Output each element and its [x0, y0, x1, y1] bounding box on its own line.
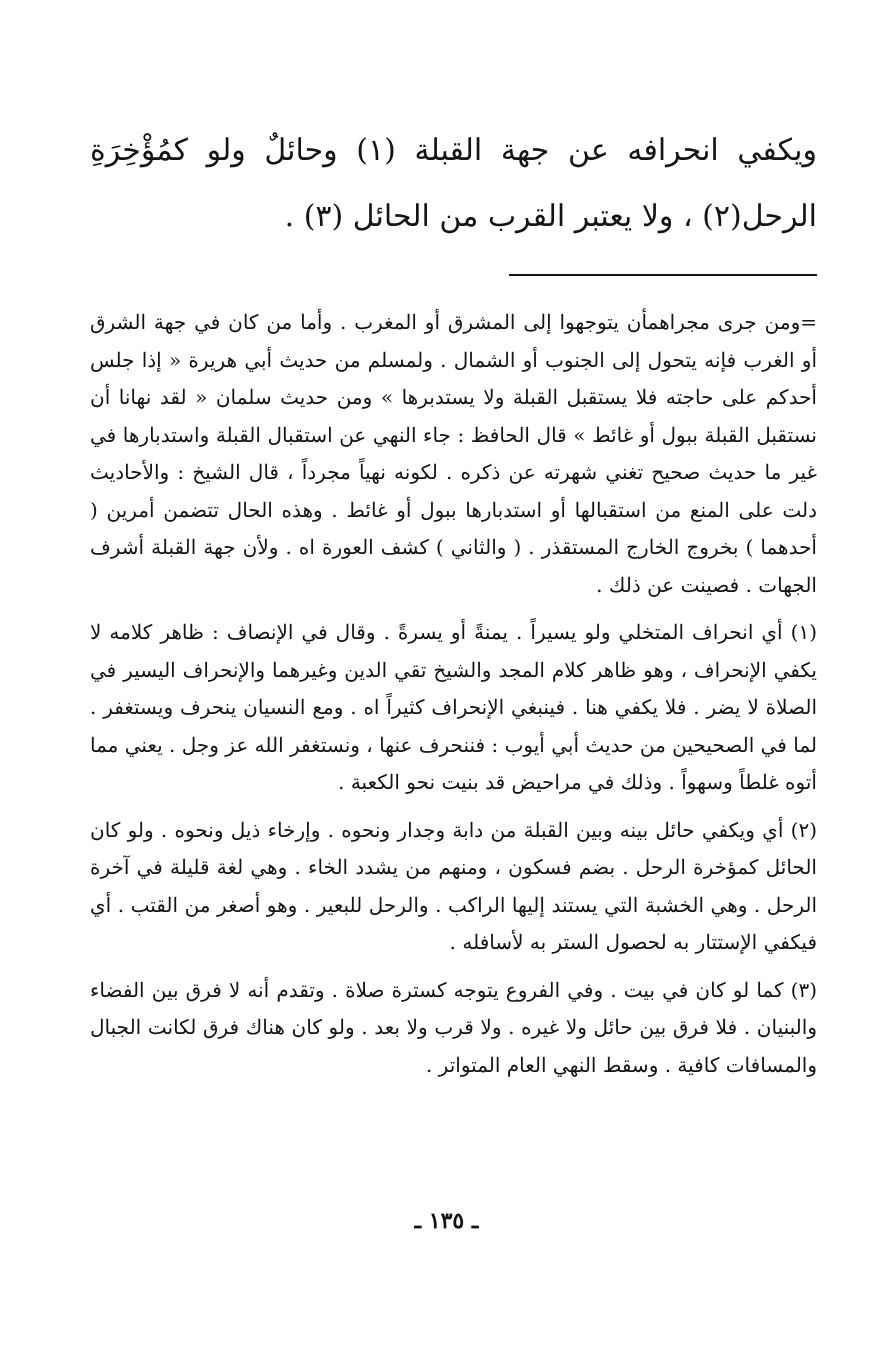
- footnote-1: (١) أي انحراف المتخلي ولو يسيراً . يمنةً أو يسرةً . وقال في الإنصاف : ظاهر كلامه لا يكفي الإنحراف ، وهو ظاهر كلام المجد والشيخ تقي الدين وغيرهما والإنحراف اليسير في الصلاة لا يضر . فلا يكفي هنا . فينبغي الإنحراف كثيراً اه . ومع النسيان ينحرف ويستغفر . لما في الصحيحين من حديث أبي أيوب : فننحرف عنها ، ونستغفر الله عز وجل . يعني مما أتوه غلطاً وسهواً . وذلك في مراحيض قد بنيت نحو الكعبة .: [90, 620, 817, 794]
- footnotes: [90, 304, 817, 1084]
- page-number: ـ ١٣٥ ـ: [414, 1208, 479, 1234]
- footnote-separator-wrap: [90, 250, 817, 304]
- footnote-continuation: =ومن جرى مجراهمأن يتوجهوا إلى المشرق أو المغرب . وأما من كان في جهة الشرق أو الغرب فإنه يتحول إلى الجنوب أو الشمال . ولمسلم من حديث أبي هريرة « إذا جلس أحدكم على حاجته فلا يستقبل القبلة ولا يستدبرها » ومن حديث سلمان « لقد نهانا أن نستقبل القبلة ببول أو غائط » قال الحافظ : جاء النهي عن استقبال القبلة واستدبارها في غير ما حديث صحيح تغني شهرته عن ذكره . لكونه نهياً مجرداً ، قال الشيخ : والأحاديث دلت على المنع من استقبالها أو استدبارها ببول أو غائط . وهذه الحال تتضمن أمرين ( أحدهما ) بخروج الخارج المستقذر . ( والثاني ) كشف العورة اه . ولأن جهة القبلة أشرف الجهات . فصينت عن ذلك .: [90, 310, 817, 597]
- footnote-separator: [509, 274, 817, 276]
- footnote-3: (٣) كما لو كان في بيت . وفي الفروع يتوجه كسترة صلاة . وتقدم أنه لا فرق بين الفضاء والبنيان . فلا فرق بين حائل ولا غيره . ولا قرب ولا بعد . ولو كان هناك فرق لكانت الجبال والمسافات كافية . وسقط النهي العام المتواتر .: [90, 977, 817, 1077]
- main-text: ويكفي انحرافه عن جهة القبلة (١) وحائلٌ ولو كمُؤْخِرَةِ الرحل(٢) ، ولا يعتبر القرب من الحائل (٣) .: [90, 133, 817, 234]
- footnote-2: (٢) أي ويكفي حائل بينه وبين القبلة من دابة وجدار ونحوه . وإرخاء ذيل ونحوه . ولو كان الحائل كمؤخرة الرحل . بضم فسكون ، ومنهم من يشدد الخاء . وهي لغة قليلة في آخرة الرحل . وهي الخشبة التي يستند إليها الراكب . والرحل للبعير . وهو أصغر من القتب . أي فيكفي الإستتار به لحصول الستر به لأسافله .: [90, 817, 818, 954]
